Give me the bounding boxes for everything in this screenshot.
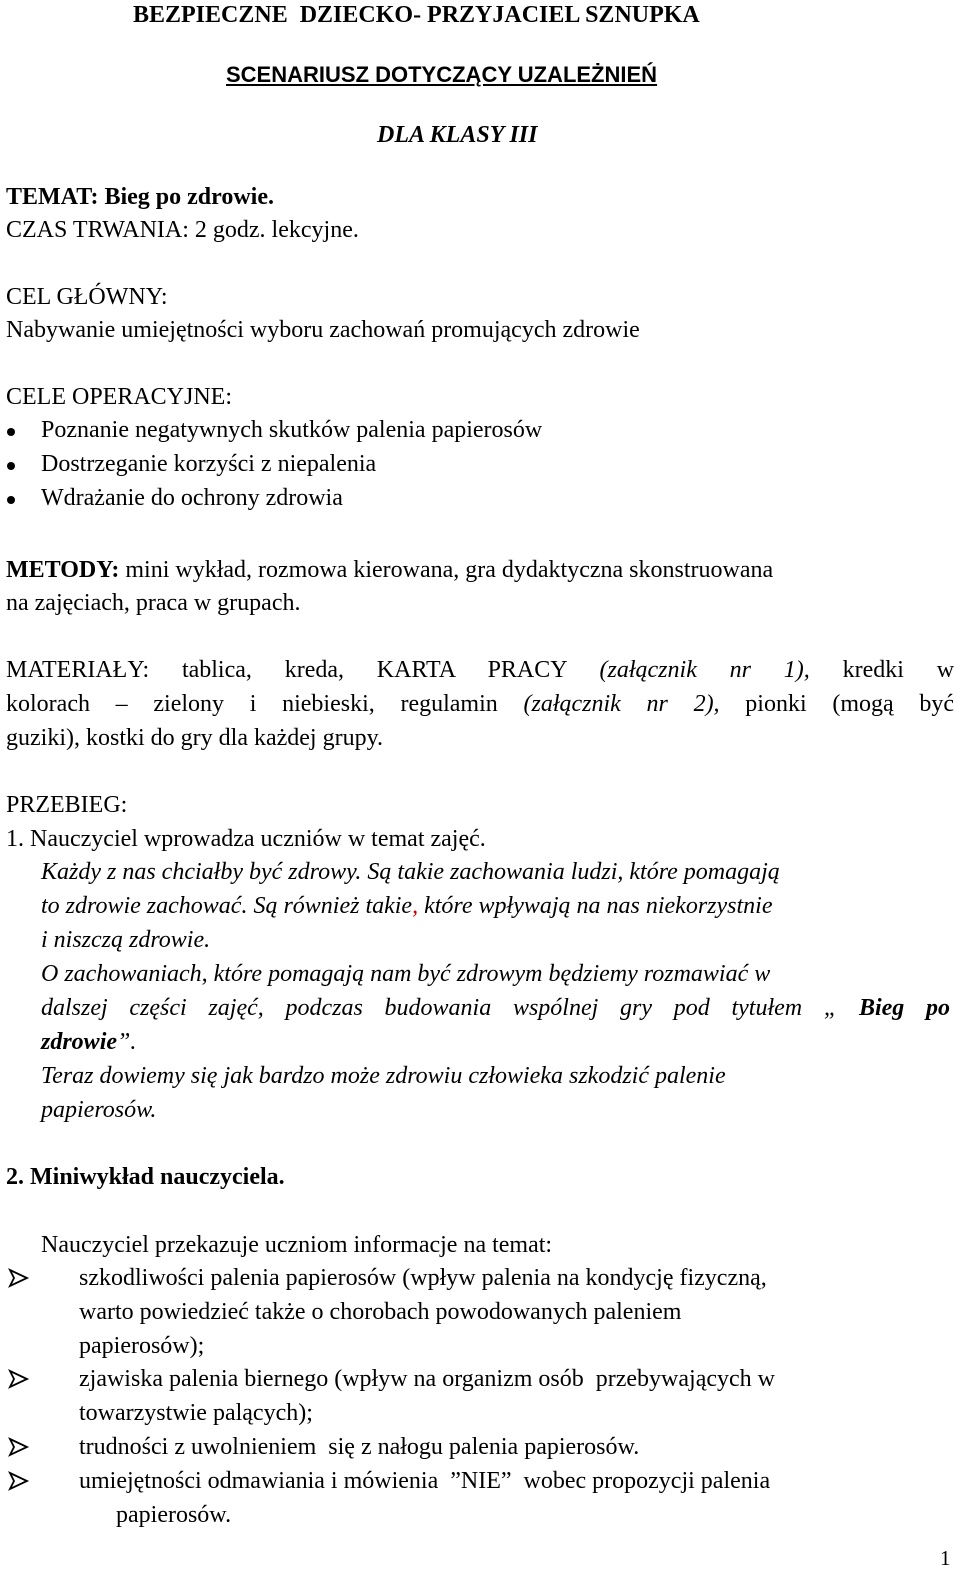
- list-item: warto powiedzieć także o chorobach powodowanych paleniem: [79, 1299, 682, 1325]
- main-goal-heading: CEL GŁÓWNY:: [6, 284, 168, 310]
- game-title: Bieg po: [858, 995, 951, 1021]
- materials-line-3: guziki), kostki do gry dla każdej grupy.: [6, 725, 384, 751]
- list-item: Poznanie negatywnych skutków palenia papierosów: [41, 417, 543, 443]
- procedure-heading: PRZEBIEG:: [6, 792, 128, 818]
- step-1-text: [41, 993, 950, 1023]
- materials-label: MATERIAŁY:: [6, 657, 150, 683]
- duration-line: [6, 215, 359, 245]
- class-label: DLA KLASY III: [377, 122, 538, 148]
- arrow-bullet-icon: [8, 1470, 30, 1492]
- list-item: Dostrzeganie korzyści z niepalenia: [41, 451, 377, 477]
- list-item: towarzystwie palących);: [79, 1400, 313, 1426]
- methods-text: mini wykład, rozmowa kierowana, gra dydaktyczna skonstruowana: [125, 557, 774, 583]
- list-item: papierosów);: [79, 1333, 205, 1359]
- red-comma: ,: [412, 893, 419, 919]
- step-2-intro: Nauczyciel przekazuje uczniom informacje na temat:: [41, 1232, 553, 1258]
- materials-annex-2: (załącznik nr 2),: [523, 691, 720, 717]
- operational-goals-heading: CELE OPERACYJNE:: [6, 384, 233, 410]
- list-item: trudności z uwolnieniem się z nałogu palenia papierosów.: [79, 1434, 640, 1460]
- materials-annex-1: (załącznik nr 1),: [599, 657, 810, 683]
- step-1-text: [41, 891, 773, 921]
- materials-text: kolorach – zielony i niebieski, regulamin: [6, 691, 498, 717]
- main-goal-text: Nabywanie umiejętności wyboru zachowań promujących zdrowie: [6, 317, 640, 343]
- methods-line-1: [6, 555, 773, 585]
- arrow-bullet-icon: [8, 1436, 30, 1458]
- step-1-text-part: dalszej części zajęć, podczas budowania wspólnej gry pod tytułem „: [41, 995, 838, 1021]
- methods-label: METODY:: [6, 557, 120, 583]
- document-subtitle: SCENARIUSZ DOTYCZĄCY UZALEŻNIEŃ: [226, 62, 658, 87]
- materials-line-1: [6, 655, 954, 685]
- game-title: zdrowie: [41, 1029, 118, 1055]
- arrow-bullet-icon: [8, 1368, 30, 1390]
- document-title: BEZPIECZNE DZIECKO- PRZYJACIEL SZNUPKA: [133, 2, 700, 28]
- step-1-text-part: które wpływają na nas niekorzystnie: [418, 893, 773, 919]
- materials-text: pionki (mogą być: [745, 691, 954, 717]
- duration-value: 2 godz. lekcyjne.: [194, 217, 359, 243]
- step-1-title: 1. Nauczyciel wprowadza uczniów w temat zajęć.: [6, 826, 486, 852]
- topic-value: Bieg po zdrowie.: [104, 184, 274, 210]
- materials-text: tablica, kreda, KARTA PRACY: [181, 657, 567, 683]
- step-1-text: papierosów.: [41, 1097, 157, 1123]
- methods-line-2: na zajęciach, praca w grupach.: [6, 590, 301, 616]
- bullet-icon: [7, 462, 15, 470]
- materials-line-2: [6, 689, 954, 719]
- list-item: Wdrażanie do ochrony zdrowia: [41, 485, 343, 511]
- step-1-text-part: to zdrowie zachować. Są również takie: [41, 893, 413, 919]
- bullet-icon: [7, 496, 15, 504]
- arrow-bullet-icon: [8, 1267, 30, 1289]
- step-1-text-part: ”.: [117, 1029, 137, 1055]
- bullet-icon: [7, 428, 15, 436]
- topic-label: TEMAT:: [6, 184, 99, 210]
- list-item: umiejętności odmawiania i mówienia ”NIE” wobec propozycji palenia: [79, 1468, 771, 1494]
- step-1-text: i niszczą zdrowie.: [41, 927, 211, 953]
- page-number: 1: [940, 1546, 951, 1570]
- step-2-title: 2. Miniwykład nauczyciela.: [6, 1164, 285, 1190]
- step-1-text: Teraz dowiemy się jak bardzo może zdrowiu człowieka szkodzić palenie: [41, 1063, 726, 1089]
- step-1-text: Każdy z nas chciałby być zdrowy. Są takie zachowania ludzi, które pomagają: [41, 859, 780, 885]
- materials-text: kredki w: [842, 657, 955, 683]
- list-item: papierosów.: [116, 1502, 232, 1528]
- list-item: szkodliwości palenia papierosów (wpływ palenia na kondycję fizyczną,: [79, 1265, 767, 1291]
- list-item: zjawiska palenia biernego (wpływ na organizm osób przebywających w: [79, 1366, 775, 1392]
- step-1-text: O zachowaniach, które pomagają nam być zdrowym będziemy rozmawiać w: [41, 961, 771, 987]
- step-1-text: [41, 1027, 136, 1057]
- duration-label: CZAS TRWANIA:: [6, 217, 189, 243]
- topic-line: [6, 182, 274, 212]
